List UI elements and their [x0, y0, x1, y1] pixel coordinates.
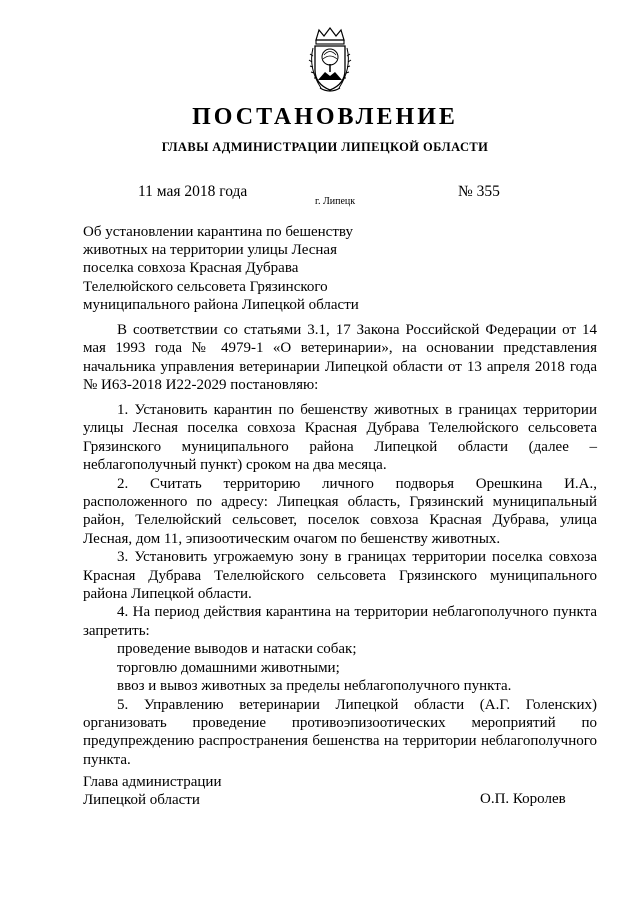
preamble-block [83, 321, 597, 395]
document-title: ПОСТАНОВЛЕНИЕ [192, 104, 458, 130]
signature-position [83, 773, 221, 810]
subject-line: Об установлении карантина по бешенству [83, 224, 353, 240]
subject-line: поселка совхоза Красная Дубрава [83, 260, 299, 277]
document-number: № 355 [458, 183, 500, 200]
document-subject [83, 223, 413, 314]
subject-line: Телелюйского сельсовета Грязинского [83, 278, 328, 295]
subject-line: животных на территории улицы Лесная [83, 242, 337, 259]
resolution-items [83, 401, 597, 769]
document-city: г. Липецк [315, 196, 356, 207]
signature-name: О.П. Королев [480, 791, 566, 807]
signature-position-line: Липецкой области [83, 792, 200, 809]
item-3-paragraph: 3. Установить угрожаемую зону в границах территории поселка совхоза Красная Дубрава Телелюйского сельсовета Грязинского муниципального района Липецкой области. [83, 549, 597, 603]
prohibition-item: торговлю домашними животными; [117, 659, 340, 676]
subject-line: муниципального района Липецкой области [83, 296, 359, 313]
coat-of-arms-icon [307, 26, 353, 96]
item-2-paragraph: 2. Считать территорию личного подворья Орешкина И.А., расположенного по адресу: Липецкая область, Грязинский муниципальный район, Телелюйский сельсовет, поселок совхоза Красная Дубрава, улица Лесная, дом 11, эпизоотическим очагом по бешенству животных. [83, 475, 597, 547]
prohibition-item: ввоз и вывоз животных за пределы неблагополучного пункта. [117, 678, 512, 695]
item-5-paragraph: 5. Управлению ветеринарии Липецкой области (А.Г. Голенских) организовать проведение противоэпизоотических мероприятий по предупреждению распространения бешенства на территории неблагополучного пункта. [83, 696, 597, 768]
document-subtitle: ГЛАВЫ АДМИНИСТРАЦИИ ЛИПЕЦКОЙ ОБЛАСТИ [161, 140, 489, 154]
document-date: 11 мая 2018 года [138, 183, 248, 200]
item-1-paragraph: 1. Установить карантин по бешенству животных в границах территории улицы Лесная поселка совхоза Красная Дубрава Телелюйского сельсовета Грязинского муниципального района Липецкой области (далее – неблагополучный пункт) сроком на два месяца. [83, 402, 597, 474]
signature-position-line: Глава администрации [83, 774, 222, 790]
preamble-paragraph: В соответствии со статьями 3.1, 17 Закона Российской Федерации от 14 мая 1993 года № 4979-1 «О ветеринарии», на основании представления начальника управления ветеринарии Липецкой области от 13 апреля 2018 года № И63-2018 И22-2029 постановляю: [83, 322, 597, 394]
prohibition-item: проведение выводов и натаски собак; [117, 641, 357, 658]
item-4-paragraph: 4. На период действия карантина на территории неблагополучного пункта запретить: [83, 604, 597, 639]
